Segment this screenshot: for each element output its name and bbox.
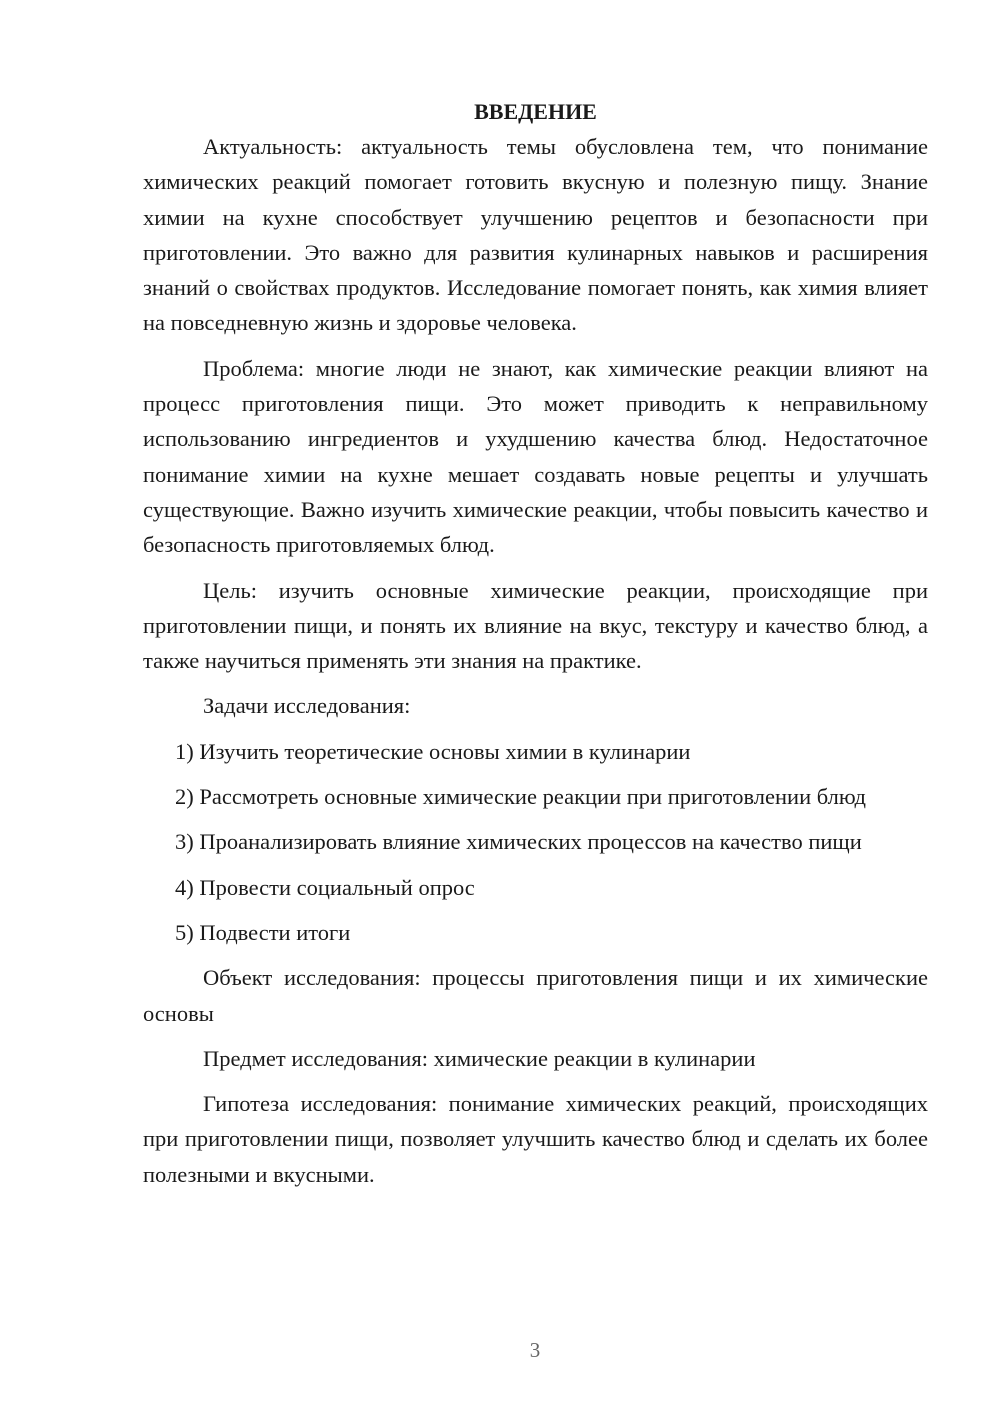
paragraph-spacer bbox=[143, 769, 928, 779]
hypothesis-paragraph: Гипотеза исследования: понимание химических реакций, происходящих при приготовлении пищи, позволяет улучшить качество блюд и сделать их более полезными и вкусными. bbox=[143, 1091, 928, 1187]
paragraph-spacer bbox=[143, 1031, 928, 1041]
tasks-heading: Задачи исследования: bbox=[203, 693, 411, 719]
paragraph-spacer bbox=[143, 563, 928, 573]
page-number: 3 bbox=[529, 1338, 541, 1362]
paragraph-spacer bbox=[143, 905, 928, 915]
relevance-paragraph: Актуальность: актуальность темы обусловлена тем, что понимание химических реакций помогает готовить вкусную и полезную пищу. Знание химии на кухне способствует улучшению рецептов и безопасности при приготовлении. Это важно для развития кулинарных навыков и расширения знаний о свойствах продуктов. Исследование помогает понять, как химия влияет на повседневную жизнь и здоровье человека. bbox=[143, 134, 928, 336]
paragraph-spacer bbox=[143, 678, 928, 688]
problem-paragraph: Проблема: многие люди не знают, как химические реакции влияют на процесс приготовления пищи. Это может приводить к неправильному использованию ингредиентов и ухудшению качества блюд. Недостаточное понимание химии на кухне мешает создавать новые рецепты и улучшать существующие. Важно изучить химические реакции, чтобы повысить качество и безопасность приготовляемых блюд. bbox=[143, 355, 928, 558]
paragraph-spacer bbox=[143, 860, 928, 870]
paragraph-spacer bbox=[143, 950, 928, 960]
task-item-2: 2) Рассмотреть основные химические реакции при приготовлении блюд bbox=[175, 784, 866, 810]
paragraph-spacer bbox=[143, 814, 928, 824]
document-body bbox=[143, 94, 928, 1192]
subject-paragraph: Предмет исследования: химические реакции в кулинарии bbox=[203, 1045, 756, 1071]
object-paragraph: Объект исследования: процессы приготовления пищи и их химические основы bbox=[143, 965, 928, 1026]
page-title: ВВЕДЕНИЕ bbox=[474, 99, 597, 124]
task-item-5: 5) Подвести итоги bbox=[175, 919, 351, 945]
task-item-1: 1) Изучить теоретические основы химии в кулинарии bbox=[175, 738, 691, 764]
paragraph-spacer bbox=[143, 341, 928, 351]
paragraph-spacer bbox=[143, 1076, 928, 1086]
task-item-3: 3) Проанализировать влияние химических процессов на качество пищи bbox=[175, 829, 862, 855]
task-item-4: 4) Провести социальный опрос bbox=[175, 874, 475, 900]
goal-paragraph: Цель: изучить основные химические реакции, происходящие при приготовлении пищи, и понять их влияние на вкус, текстуру и качество блюд, а также научиться применять эти знания на практике. bbox=[143, 577, 928, 674]
paragraph-spacer bbox=[143, 724, 928, 734]
